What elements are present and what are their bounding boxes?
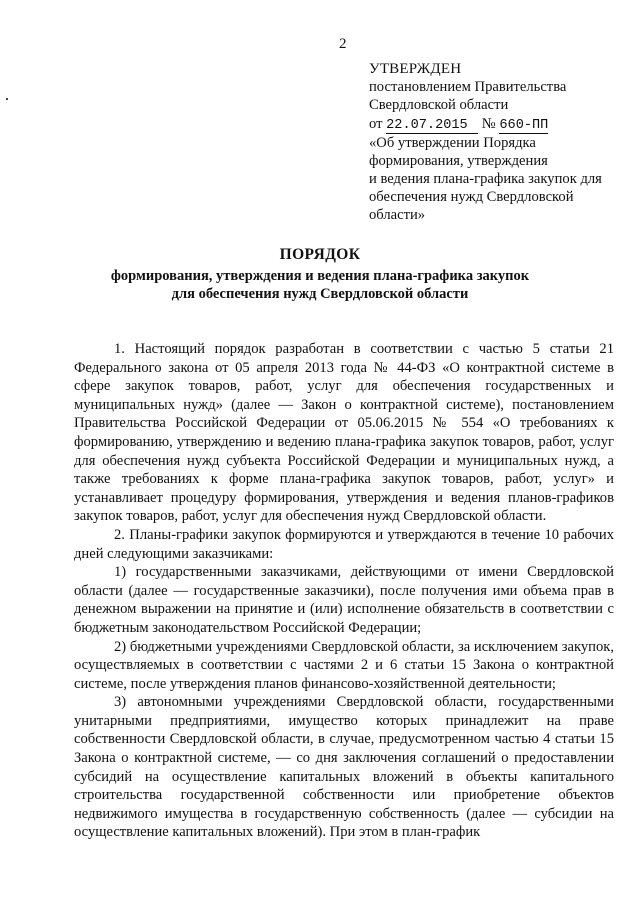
document-body [74, 340, 614, 842]
document-subtitle-line-1: формирования, утверждения и ведения плана-графика закупок [110, 268, 530, 284]
page-number: 2 [339, 36, 347, 52]
paragraph-2-item-1: 1) государственными заказчиками, действующими от имени Свердловской области (далее — государственные заказчики), после получения ими объема прав в денежном выражении на принятие и (или) исполнение обязательств в соответствии с бюджетным законодательством Российской Федерации; [74, 564, 614, 636]
approval-subject-5: области» [369, 207, 426, 224]
paragraph-2-item-3: 3) автономными учреждениями Свердловской области, государственными унитарными предприятиями, имущество которых принадлежит на праве собственности Свердловской области, в случае, предусмотренном частью 4 статьи 15 Закона о контрактной системе, — со дня заключения соглашений о предоставлении субсидий на осуществление капитальных вложений в объекты капитального строительства государственной собственности или приобретение объектов недвижимого имущества в государственную собственность (далее — субсидии на осуществление капитальных вложений). При этом в план-график [74, 694, 614, 841]
approval-number: 660-ПП [499, 117, 549, 133]
date-prefix: от [369, 115, 383, 132]
number-prefix: № [481, 115, 496, 132]
document-subtitle-line-2: для обеспечения нужд Свердловской области [171, 286, 469, 302]
paragraph-2: 2. Планы-графики закупок формируются и утверждаются в течение 10 рабочих дней следующими заказчиками: [74, 526, 614, 562]
approval-date: 22.07.2015 [386, 118, 478, 134]
approval-subject-1: «Об утверждении Порядка [369, 134, 536, 151]
approval-line-2: Свердловской области [369, 97, 509, 114]
approval-title: УТВЕРЖДЕН [369, 61, 462, 77]
approval-block [369, 60, 629, 225]
scan-speck [6, 98, 8, 100]
approval-subject-2: формирования, утверждения [369, 152, 548, 169]
approval-subject-3: и ведения плана-графика закупок для [369, 171, 602, 188]
approval-subject-4: обеспечения нужд Свердловской [369, 189, 574, 206]
document-title: ПОРЯДОК [279, 246, 361, 263]
paragraph-1: 1. Настоящий порядок разработан в соответствии с частью 5 статьи 21 Федерального закона от 05 апреля 2013 года № 44-ФЗ «О контрактной системе в сфере закупок товаров, работ, услуг для обеспечения государственных и муниципальных нужд» (далее — Закон о контрактной системе), постановлением Правительства Российской Федерации от 05.06.2015 № 554 «О требованиях к формированию, утверждению и ведению плана-графика закупок товаров, работ, услуг для обеспечения нужд субъекта Российской Федерации и муниципальных нужд, а также требованиях к форме плана-графика закупок товаров, работ, услуг» и устанавливает процедуру формирования, утверждения и ведения планов-графиков закупок товаров, работ, услуг для обеспечения нужд Свердловской области. [74, 341, 614, 525]
paragraph-2-item-2: 2) бюджетными учреждениями Свердловской области, за исключением закупок, осуществляемых в соответствии с частями 2 и 6 статьи 15 Закона о контрактной системе, после утверждения планов финансово-хозяйственной деятельности; [74, 638, 614, 692]
approval-line-1: постановлением Правительства [369, 79, 567, 96]
approval-date-line [369, 115, 629, 134]
